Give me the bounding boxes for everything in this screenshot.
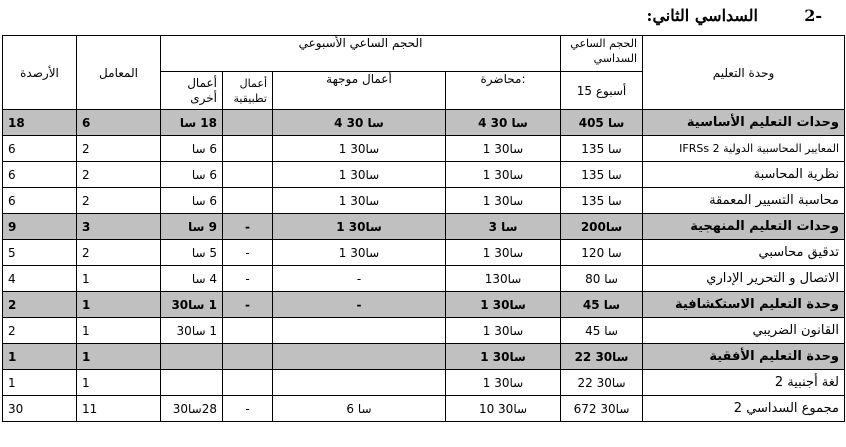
other-work-cell: 6 سا — [161, 188, 223, 214]
practicals-cell: - — [223, 214, 273, 240]
lecture-cell: 1سا30 — [446, 266, 561, 292]
other-work-cell: 1 سا30 — [161, 292, 223, 318]
unit-name-cell: المعايير المحاسبية الدولية IFRSs 2 — [643, 136, 845, 162]
coefficient-cell: 2 — [77, 162, 161, 188]
lecture-cell: 1 سا30 — [446, 292, 561, 318]
table-row — [3, 292, 845, 318]
table-row — [3, 188, 845, 214]
credits-cell: 5 — [3, 240, 77, 266]
other-work-cell: 28سا30 — [161, 396, 223, 422]
semester-volume-cell: 22 سا30 — [561, 344, 643, 370]
lecture-cell: 3 سا — [446, 214, 561, 240]
semester-volume-cell: 45 سا — [561, 318, 643, 344]
table-row — [3, 240, 845, 266]
unit-name-cell: القانون الضريبي — [643, 318, 845, 344]
lecture-cell: 1 سا30 — [446, 318, 561, 344]
tutorials-cell — [273, 370, 446, 396]
header-coefficient: المعامل — [77, 36, 161, 110]
other-work-cell — [161, 344, 223, 370]
coefficient-cell: 11 — [77, 396, 161, 422]
table-row — [3, 344, 845, 370]
unit-name-cell: نظرية المحاسبة — [643, 162, 845, 188]
table-row — [3, 396, 845, 422]
tutorials-cell: 1 سا30 — [273, 188, 446, 214]
credits-cell: 6 — [3, 162, 77, 188]
practicals-cell — [223, 344, 273, 370]
tutorials-cell: 1 سا30 — [273, 240, 446, 266]
lecture-cell: 1 سا30 — [446, 162, 561, 188]
coefficient-cell: 1 — [77, 370, 161, 396]
tutorials-cell — [273, 344, 446, 370]
header-tutorials: أعمال موجهة — [273, 72, 446, 110]
credits-cell: 6 — [3, 136, 77, 162]
other-work-cell: 9 سا — [161, 214, 223, 240]
coefficient-cell: 6 — [77, 110, 161, 136]
credits-cell: 1 — [3, 344, 77, 370]
table-row — [3, 266, 845, 292]
semester-volume-cell: 22 سا30 — [561, 370, 643, 396]
table-row — [3, 318, 845, 344]
header-weekly-volume: الحجم الساعي الأسبوعي — [161, 36, 561, 72]
coefficient-cell: 3 — [77, 214, 161, 240]
table-row — [3, 110, 845, 136]
credits-cell: 2 — [3, 318, 77, 344]
tutorials-cell: - — [273, 292, 446, 318]
header-semester-volume: الحجم الساعي السداسي — [561, 36, 643, 72]
unit-name-cell: وحدات التعليم الأساسية — [643, 110, 845, 136]
practicals-cell: - — [223, 266, 273, 292]
lecture-cell: 1 سا30 — [446, 240, 561, 266]
unit-name-cell: وحدة التعليم الأفقية — [643, 344, 845, 370]
other-work-cell: 5 سا — [161, 240, 223, 266]
semester-volume-cell: 200سا — [561, 214, 643, 240]
credits-cell: 30 — [3, 396, 77, 422]
coefficient-cell: 2 — [77, 240, 161, 266]
credits-cell: 1 — [3, 370, 77, 396]
tutorials-cell: 1 سا30 — [273, 214, 446, 240]
header-other: أعمال أخرى — [161, 72, 223, 110]
table-row — [3, 214, 845, 240]
tutorials-cell — [273, 318, 446, 344]
coefficient-cell: 2 — [77, 136, 161, 162]
lecture-cell: 10 سا30 — [446, 396, 561, 422]
semester-title: السداسي الثاني: — [646, 6, 758, 25]
semester-volume-cell: 135 سا — [561, 188, 643, 214]
credits-cell: 6 — [3, 188, 77, 214]
lecture-cell: 1 سا30 — [446, 370, 561, 396]
coefficient-cell: 1 — [77, 292, 161, 318]
semester-volume-cell: 80 سا — [561, 266, 643, 292]
other-work-cell: 6 سا — [161, 136, 223, 162]
unit-name-cell: وحدة التعليم الاستكشافية — [643, 292, 845, 318]
credits-cell: 4 — [3, 266, 77, 292]
tutorials-cell: - — [273, 266, 446, 292]
header-education-unit: وحدة التعليم — [643, 36, 845, 110]
header-weeks: 15 أسبوع — [561, 72, 643, 110]
practicals-cell — [223, 162, 273, 188]
semester-volume-cell: 135 سا — [561, 136, 643, 162]
semester-table — [2, 35, 845, 422]
header-credits: الأرصدة — [3, 36, 77, 110]
unit-name-cell: لغة أجنبية 2 — [643, 370, 845, 396]
unit-name-cell: الاتصال و التحرير الإداري — [643, 266, 845, 292]
practicals-cell — [223, 370, 273, 396]
semester-volume-cell: 135 سا — [561, 162, 643, 188]
unit-name-cell: محاسبة التسيير المعمقة — [643, 188, 845, 214]
header-practicals: أعمال تطبيقية — [223, 72, 273, 110]
table-row — [3, 136, 845, 162]
unit-name-cell: تدقيق محاسبي — [643, 240, 845, 266]
tutorials-cell: 6 سا — [273, 396, 446, 422]
semester-volume-cell: 672 سا30 — [561, 396, 643, 422]
practicals-cell: - — [223, 396, 273, 422]
practicals-cell — [223, 110, 273, 136]
coefficient-cell: 2 — [77, 188, 161, 214]
practicals-cell: - — [223, 292, 273, 318]
tutorials-cell: 4 سا 30 — [273, 110, 446, 136]
lecture-cell: 1 سا30 — [446, 188, 561, 214]
coefficient-cell: 1 — [77, 266, 161, 292]
lecture-cell: 4 سا 30 — [446, 110, 561, 136]
semester-volume-cell: 120 سا — [561, 240, 643, 266]
credits-cell: 9 — [3, 214, 77, 240]
semester-volume-cell: 45 سا — [561, 292, 643, 318]
practicals-cell: - — [223, 240, 273, 266]
coefficient-cell: 1 — [77, 344, 161, 370]
practicals-cell — [223, 188, 273, 214]
coefficient-cell: 1 — [77, 318, 161, 344]
other-work-cell: 1 سا30 — [161, 318, 223, 344]
semester-volume-cell: 405 سا — [561, 110, 643, 136]
table-row — [3, 370, 845, 396]
practicals-cell — [223, 318, 273, 344]
other-work-cell: 4 سا — [161, 266, 223, 292]
tutorials-cell: 1 سا30 — [273, 162, 446, 188]
other-work-cell: 6 سا — [161, 162, 223, 188]
table-row — [3, 162, 845, 188]
tutorials-cell: 1 سا30 — [273, 136, 446, 162]
semester-heading — [646, 6, 822, 25]
lecture-cell: 1 سا30 — [446, 136, 561, 162]
unit-name-cell: وحدات التعليم المنهجية — [643, 214, 845, 240]
lecture-cell: 1 سا30 — [446, 344, 561, 370]
credits-cell: 18 — [3, 110, 77, 136]
unit-name-cell: مجموع السداسي 2 — [643, 396, 845, 422]
other-work-cell: 18 سا — [161, 110, 223, 136]
credits-cell: 2 — [3, 292, 77, 318]
other-work-cell — [161, 370, 223, 396]
practicals-cell — [223, 136, 273, 162]
section-number: -2 — [804, 6, 822, 25]
header-lecture: محاضرة: — [446, 72, 561, 110]
